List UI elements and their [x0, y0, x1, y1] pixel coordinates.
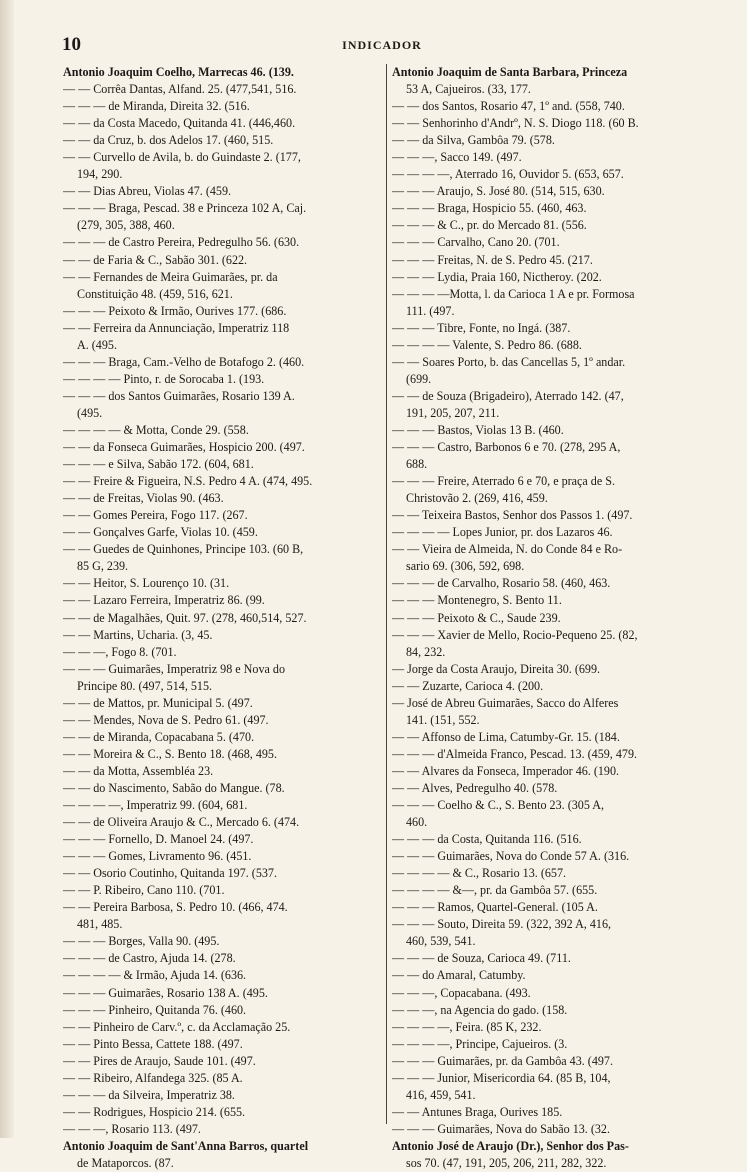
directory-entry-line: — — Ribeiro, Alfandega 325. (85 A.: [63, 1070, 243, 1085]
directory-entry-line: — — — Braga, Pescad. 38 e Princeza 102 A, Caj.: [63, 201, 307, 216]
directory-entry-line: — — — Guimarães, Rosario 138 A. (495.: [63, 985, 268, 1000]
directory-entry-line: — — Pinto Bessa, Cattete 188. (497.: [63, 1036, 243, 1051]
directory-entry-line: — — — — Valente, S. Pedro 86. (688.: [392, 337, 582, 352]
directory-entry-line: — José de Abreu Guimarães, Sacco do Alferes: [392, 695, 619, 710]
directory-entry-line: (495.: [77, 405, 103, 420]
directory-entry-line: — — — Bastos, Violas 13 B. (460.: [392, 422, 564, 437]
directory-entry-line: — — — Souto, Direita 59. (322, 392 A, 416,: [392, 917, 612, 932]
directory-entry-line: — — — Pinheiro, Quitanda 76. (460.: [63, 1002, 247, 1017]
directory-entry-line: — — — — & Irmão, Ajuda 14. (636.: [63, 968, 247, 983]
directory-entry-line: — — — Fornello, D. Manoel 24. (497.: [63, 832, 254, 847]
directory-entry-line: — — — Coelho & C., S. Bento 23. (305 A,: [392, 798, 604, 813]
directory-entry-line: — — Dias Abreu, Violas 47. (459.: [63, 184, 232, 199]
directory-entry-line: — — — Peixoto & Irmão, Ourives 177. (686.: [63, 303, 287, 318]
directory-entry-line: — — — de Souza, Carioca 49. (711.: [392, 951, 571, 966]
directory-entry-line: Antonio Joaquim de Sant'Anna Barros, quartel: [63, 1138, 309, 1153]
directory-entry-line: — — — —, Aterrado 16, Ouvidor 5. (653, 657.: [392, 167, 624, 182]
directory-entry-line: — — de Oliveira Araujo & C., Mercado 6. (474.: [63, 815, 300, 830]
directory-entry-line: 191, 205, 207, 211.: [406, 405, 500, 420]
directory-entry-line: — — — — &—, pr. da Gambôa 57. (655.: [392, 883, 598, 898]
directory-entry-line: — — Moreira & C., S. Bento 18. (468, 495.: [63, 746, 277, 761]
directory-entry-line: — — Alves, Pedregulho 40. (578.: [392, 780, 558, 795]
directory-entry-line: — — dos Santos, Rosario 47, 1º and. (558, 740.: [392, 99, 625, 114]
directory-entry-line: — — — Peixoto & C., Saude 239.: [392, 610, 561, 625]
directory-entry-line: (699.: [406, 371, 432, 386]
directory-entry-line: — — Antunes Braga, Ourives 185.: [392, 1104, 563, 1119]
directory-entry-line: A. (495.: [77, 337, 117, 352]
directory-entry-line: Antonio Joaquim Coelho, Marrecas 46. (139.: [63, 65, 294, 79]
directory-entry-line: — — — Borges, Valla 90. (495.: [63, 934, 220, 949]
directory-entry-line: — — — Araujo, S. José 80. (514, 515, 630.: [392, 184, 605, 199]
directory-entry-line: — — — Montenegro, S. Bento 11.: [392, 593, 562, 608]
directory-entry-line: — — Zuzarte, Carioca 4. (200.: [392, 678, 544, 693]
directory-entry-line: 194, 290.: [77, 167, 123, 182]
directory-entry-line: — — — Ramos, Quartel-General. (105 A.: [392, 900, 598, 915]
directory-entry-line: — — —, Rosario 113. (497.: [63, 1121, 201, 1136]
directory-entry-line: Principe 80. (497, 514, 515.: [77, 678, 213, 693]
directory-entry-line: — — Ferreira da Annunciação, Imperatriz 118: [63, 320, 290, 335]
directory-entry-line: — — — Guimarães, Nova do Conde 57 A. (316.: [392, 849, 630, 864]
page-number: 10: [62, 34, 81, 55]
directory-entry-line: Christovão 2. (269, 416, 459.: [406, 491, 548, 506]
directory-entry-line: Antonio Joaquim de Santa Barbara, Princeza: [392, 65, 628, 79]
directory-entry-line: — — —, na Agencia do gado. (158.: [392, 1002, 568, 1017]
directory-entry-line: — — — — & C., Rosario 13. (657.: [392, 866, 567, 881]
directory-entry-line: — — Guedes de Quinhones, Principe 103. (60 B,: [63, 542, 304, 557]
directory-entry-line: — — Heitor, S. Lourenço 10. (31.: [63, 576, 230, 591]
page-header: [62, 34, 702, 56]
directory-entry-line: — — — — Pinto, r. de Sorocaba 1. (193.: [63, 371, 265, 386]
right-column: [392, 64, 708, 1172]
directory-entry-line: — — da Silva, Gambôa 79. (578.: [392, 133, 555, 148]
directory-entry-line: — — — Carvalho, Cano 20. (701.: [392, 235, 560, 250]
directory-entry-line: — — do Nascimento, Sabão do Mangue. (78.: [63, 780, 285, 795]
column-divider: [386, 64, 387, 1124]
directory-entry-line: — — — Gomes, Livramento 96. (451.: [63, 849, 252, 864]
directory-entry-line: — — —, Sacco 149. (497.: [392, 150, 522, 165]
directory-entry-line: — — Gonçalves Garfe, Violas 10. (459.: [63, 525, 258, 540]
directory-entry-line: — — de Souza (Brigadeiro), Aterrado 142. (47,: [392, 388, 624, 403]
directory-entry-line: — — Senhorinho d'Andrº, N. S. Diogo 118. (60 B.: [392, 116, 639, 131]
directory-entry-line: — — Teixeira Bastos, Senhor dos Passos 1. (497.: [392, 508, 633, 523]
directory-entry-line: — — Affonso de Lima, Catumby-Gr. 15. (184.: [392, 729, 620, 744]
directory-entry-line: — — Lazaro Ferreira, Imperatriz 86. (99.: [63, 593, 265, 608]
directory-entry-line: — — de Magalhães, Quit. 97. (278, 460,514, 527.: [63, 610, 307, 625]
directory-entry-line: — — Mendes, Nova de S. Pedro 61. (497.: [63, 712, 269, 727]
directory-entry-line: — — — & C., pr. do Mercado 81. (556.: [392, 218, 587, 233]
running-head: INDICADOR: [342, 38, 422, 52]
directory-entry-line: — — — Tibre, Fonte, no Ingá. (387.: [392, 320, 571, 335]
directory-entry-line: — — — — & Motta, Conde 29. (558.: [63, 422, 249, 437]
directory-entry-line: — — Pires de Araujo, Saude 101. (497.: [63, 1053, 256, 1068]
directory-entry-line: — — — dos Santos Guimarães, Rosario 139 A.: [63, 388, 295, 403]
directory-entry-line: — — — de Miranda, Direita 32. (516.: [63, 99, 250, 114]
directory-entry-line: — — Pinheiro de Carv.º, c. da Acclamação 25.: [63, 1019, 291, 1034]
directory-entry-line: — — Fernandes de Meira Guimarães, pr. da: [63, 269, 278, 284]
directory-entry-line: — — — — Lopes Junior, pr. dos Lazaros 46.: [392, 525, 613, 540]
directory-entry-line: — — da Costa Macedo, Quitanda 41. (446,460.: [63, 116, 296, 131]
directory-entry-line: 460.: [406, 815, 428, 830]
directory-entry-line: — — de Mattos, pr. Municipal 5. (497.: [63, 695, 253, 710]
directory-entry-line: — — — Lydia, Praia 160, Nictheroy. (202.: [392, 269, 602, 284]
directory-entry-line: Antonio José de Araujo (Dr.), Senhor dos Pas-: [392, 1138, 629, 1153]
directory-entry-line: — — — Guimarães, Imperatriz 98 e Nova do: [63, 661, 285, 676]
directory-entry-line: — — — e Silva, Sabão 172. (604, 681.: [63, 457, 254, 472]
directory-entry-line: — — Gomes Pereira, Fogo 117. (267.: [63, 508, 248, 523]
directory-entry-line: de Mataporcos. (87.: [77, 1156, 174, 1170]
directory-entry-line: — — — Braga, Cam.-Velho de Botafogo 2. (460.: [63, 354, 305, 369]
directory-entry-line: — — Curvello de Avila, b. do Guindaste 2. (177,: [63, 150, 301, 165]
directory-entry-line: — — — —, Imperatriz 99. (604, 681.: [63, 798, 248, 813]
directory-entry-line: 84, 232.: [406, 644, 446, 659]
directory-entry-line: — — — —, Feira. (85 K, 232.: [392, 1019, 542, 1034]
directory-entry-line: 416, 459, 541.: [406, 1087, 476, 1102]
directory-entry-line: — — da Motta, Assembléa 23.: [63, 763, 214, 778]
directory-entry-line: — — — da Silveira, Imperatriz 38.: [63, 1087, 235, 1102]
directory-entry-line: — — Corrêa Dantas, Alfand. 25. (477,541, 516.: [63, 82, 297, 97]
directory-entry-line: — — Osorio Coutinho, Quitanda 197. (537.: [63, 866, 277, 881]
page-binding-edge: [0, 0, 14, 1138]
directory-entry-line: — — — de Carvalho, Rosario 58. (460, 463.: [392, 576, 611, 591]
directory-entry-line: — — de Freitas, Violas 90. (463.: [63, 491, 224, 506]
directory-entry-line: 481, 485.: [77, 917, 123, 932]
directory-entry-line: — — de Faria & C., Sabão 301. (622.: [63, 252, 248, 267]
directory-entry-line: — — Soares Porto, b. das Cancellas 5, 1º andar.: [392, 354, 626, 369]
directory-entry-line: 85 G, 239.: [77, 559, 129, 574]
directory-entry-line: — — Rodrigues, Hospicio 214. (655.: [63, 1104, 246, 1119]
directory-entry-line: 688.: [406, 457, 428, 472]
directory-entry-line: Constituição 48. (459, 516, 621.: [77, 286, 233, 301]
left-column: [63, 64, 385, 1172]
directory-entry-line: — Jorge da Costa Araujo, Direita 30. (699.: [392, 661, 601, 676]
directory-entry-line: — — —, Fogo 8. (701.: [63, 644, 177, 659]
directory-entry-line: — — da Fonseca Guimarães, Hospicio 200. (497.: [63, 440, 305, 455]
directory-entry-line: — — P. Ribeiro, Cano 110. (701.: [63, 883, 225, 898]
directory-entry-line: 460, 539, 541.: [406, 934, 476, 949]
directory-entry-line: — — — de Castro, Ajuda 14. (278.: [63, 951, 236, 966]
directory-entry-line: — — — Xavier de Mello, Rocio-Pequeno 25. (82,: [392, 627, 638, 642]
directory-entry-line: — — — Castro, Barbonos 6 e 70. (278, 295 A,: [392, 440, 621, 455]
directory-entry-line: — — Freire & Figueira, N.S. Pedro 4 A. (474, 495.: [63, 474, 313, 489]
directory-entry-line: 141. (151, 552.: [406, 712, 480, 727]
directory-entry-line: — — — Freire, Aterrado 6 e 70, e praça de S.: [392, 474, 615, 489]
directory-entry-line: (279, 305, 388, 460.: [77, 218, 175, 233]
directory-entry-line: sario 69. (306, 592, 698.: [406, 559, 525, 574]
directory-entry-line: — — Vieira de Almeida, N. do Conde 84 e Ro-: [392, 542, 623, 557]
directory-entry-line: — — — Braga, Hospicio 55. (460, 463.: [392, 201, 587, 216]
directory-entry-line: — — — Freitas, N. de S. Pedro 45. (217.: [392, 252, 593, 267]
directory-entry-line: — — — —Motta, l. da Carioca 1 A e pr. Formosa: [392, 286, 635, 301]
directory-entry-line: — — —, Copacabana. (493.: [392, 985, 531, 1000]
directory-entry-line: — — da Cruz, b. dos Adelos 17. (460, 515.: [63, 133, 274, 148]
directory-entry-line: — — — da Costa, Quitanda 116. (516.: [392, 832, 582, 847]
directory-entry-line: sos 70. (47, 191, 205, 206, 211, 282, 322.: [406, 1156, 607, 1170]
directory-entry-line: 111. (497.: [406, 303, 455, 318]
directory-entry-line: — — — Guimarães, Nova do Sabão 13. (32.: [392, 1121, 610, 1136]
directory-entry-line: — — — —, Principe, Cajueiros. (3.: [392, 1036, 568, 1051]
directory-entry-line: — — — Junior, Misericordia 64. (85 B, 104,: [392, 1070, 611, 1085]
directory-entry-line: — — Pereira Barbosa, S. Pedro 10. (466, 474.: [63, 900, 288, 915]
directory-entry-line: — — Martins, Ucharia. (3, 45.: [63, 627, 213, 642]
directory-entry-line: — — — de Castro Pereira, Pedregulho 56. (630.: [63, 235, 300, 250]
directory-entry-line: 53 A, Cajueiros. (33, 177.: [406, 82, 531, 97]
directory-entry-line: — — do Amaral, Catumby.: [392, 968, 526, 983]
directory-entry-line: — — Alvares da Fonseca, Imperador 46. (190.: [392, 763, 620, 778]
directory-entry-line: — — — d'Almeida Franco, Pescad. 13. (459, 479.: [392, 746, 638, 761]
directory-entry-line: — — — Guimarães, pr. da Gambôa 43. (497.: [392, 1053, 613, 1068]
directory-entry-line: — — de Miranda, Copacabana 5. (470.: [63, 729, 255, 744]
